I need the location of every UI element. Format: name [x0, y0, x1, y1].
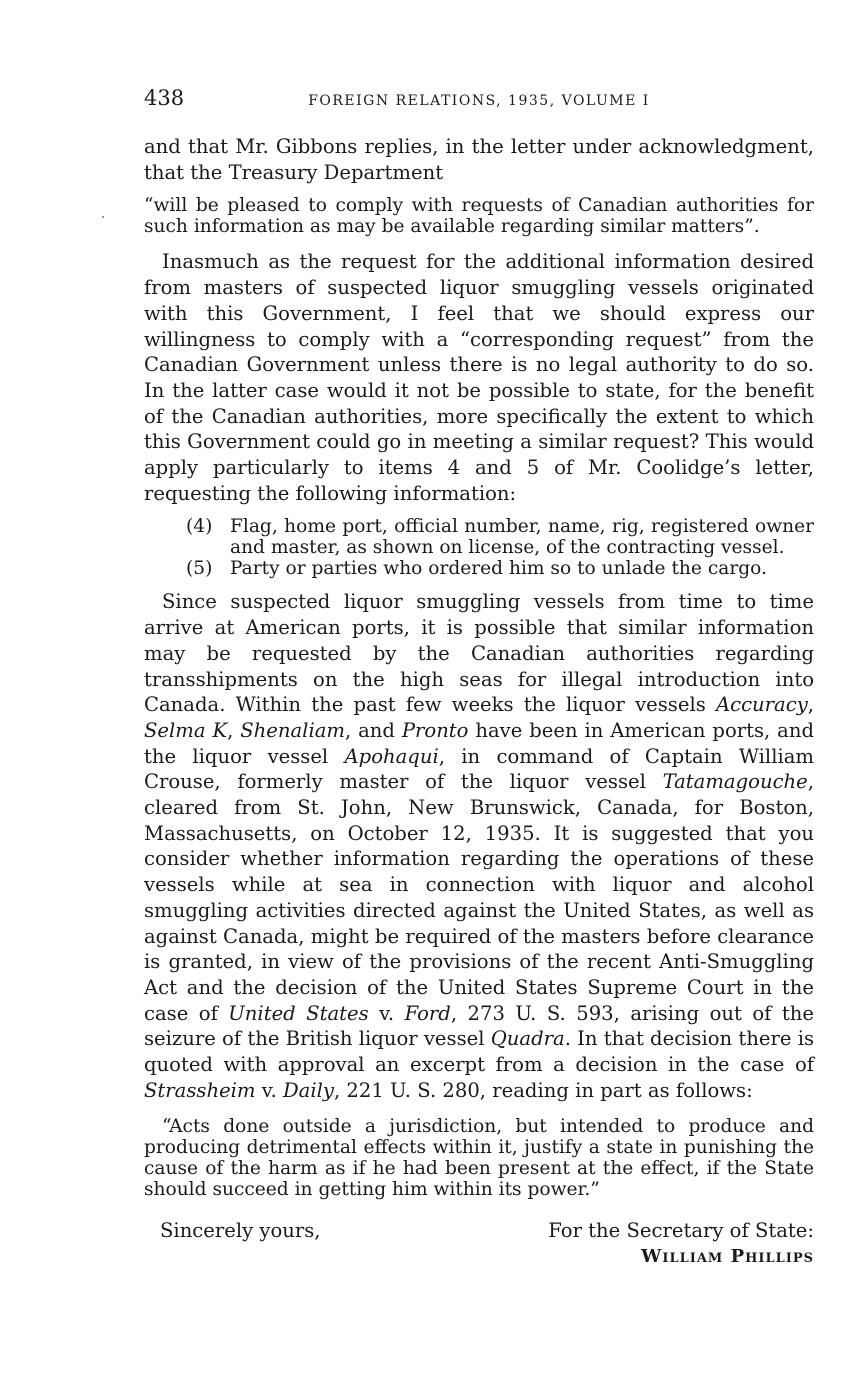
vessel-name: Shenaliam: [240, 718, 345, 742]
signature-block: [548, 1218, 814, 1270]
list-item-text: Party or parties who ordered him so to unlade the cargo.: [230, 558, 767, 580]
text-run: , cleared from St. John, New Brunswick, Canada, for Boston, Massachusetts, on October 12, 1935. It is suggested that you consider whether information regarding the operations of these vessels while at sea in connection with liquor and alcohol smuggling activities directed against the United States, as well as against Canada, might be required of the masters before clearance is granted, in view of the provisions of the recent Anti-Smuggling Act and the decision of the United States Supreme Court in the case of: [144, 770, 814, 1025]
text-run: , 221 U. S. 280, reading in part as follows:: [333, 1078, 753, 1102]
vessel-name: Accuracy: [715, 693, 808, 717]
salutation: Sincerely yours,: [160, 1218, 321, 1242]
page-number: 438: [144, 86, 185, 110]
case-name: Strassheim: [144, 1078, 256, 1102]
list-item-number: (5): [186, 558, 213, 580]
case-name: United States: [228, 1001, 369, 1025]
list-item-text: Flag, home port, official number, name, rig, registered owner and master, as shown on license, of the contracting vessel.: [230, 516, 814, 559]
paragraph-3: [144, 589, 814, 1103]
letter-closing: [144, 1218, 814, 1270]
text-run: Since suspected liquor smuggling vessels from time to time arrive at American ports, it is possible that similar information may be requested by the Canadian authorities regarding transshipments on the high seas for illegal introduction into Canada. Within the past few weeks the liquor vessels: [144, 590, 814, 717]
paragraph-2: Inasmuch as the request for the additional information desired from masters of suspected liquor smuggling vessels originated with this Government, I feel that we should express our willingness to comply with a “corresponding request” from the Canadian Government unless there is no legal authority to do so. In the latter case would it not be possible to state, for the benefit of the Canadian authorities, more specifically the extent to which this Government could go in meeting a similar request? This would apply particularly to items 4 and 5 of Mr. Coolidge’s letter, requesting the following information:: [144, 250, 814, 505]
quote-strassheim: “Acts done outside a jurisdiction, but intended to produce and producing detrimental effects within it, justify a state in punishing the cause of the harm as if he had been present at the effect, if the State should succeed in getting him within its power.”: [144, 1115, 814, 1200]
case-name: Daily: [282, 1078, 334, 1102]
text-run: , 273 U. S. 593, arising out of the seizure of the British liquor vessel: [144, 1001, 814, 1051]
text-run: ,: [227, 718, 241, 742]
text-run: have been in American ports, and the liquor vessel: [144, 718, 815, 768]
vessel-name: Pronto: [401, 718, 469, 742]
quote-treasury: “will be pleased to comply with requests of Canadian authorities for such information as may be available regarding similar matters”.: [144, 195, 814, 238]
text-run: . In that decision there is quoted with approval an excerpt from a decision in the case of: [144, 1027, 815, 1077]
running-head: FOREIGN RELATIONS, 1935, VOLUME I: [308, 93, 650, 109]
list-item-number: (4): [186, 516, 213, 538]
margin-mark: [102, 216, 104, 218]
text-run: v.: [255, 1078, 283, 1102]
for-secretary-line: For the Secretary of State:: [548, 1218, 814, 1242]
paragraph-1: and that Mr. Gibbons replies, in the letter under acknowledgment, that the Treasury Department: [144, 135, 814, 184]
text-run: v.: [368, 1001, 405, 1025]
list-item: [186, 558, 814, 579]
requested-items-list: [186, 516, 814, 579]
signature-name: William Phillips: [641, 1245, 814, 1267]
document-page: [144, 86, 814, 1270]
text-run: , and: [344, 718, 402, 742]
list-item: [186, 516, 814, 558]
page-header: [144, 86, 814, 120]
case-name: Ford: [404, 1001, 451, 1025]
text-run: , in command of Captain William Crouse, formerly master of the liquor vessel: [144, 744, 814, 794]
vessel-name: Selma K: [144, 718, 228, 742]
vessel-name: Quadra: [490, 1027, 565, 1051]
text-run: ,: [807, 693, 814, 717]
vessel-name: Tatamagouche: [662, 770, 808, 794]
vessel-name: Apohaqui: [344, 744, 439, 768]
